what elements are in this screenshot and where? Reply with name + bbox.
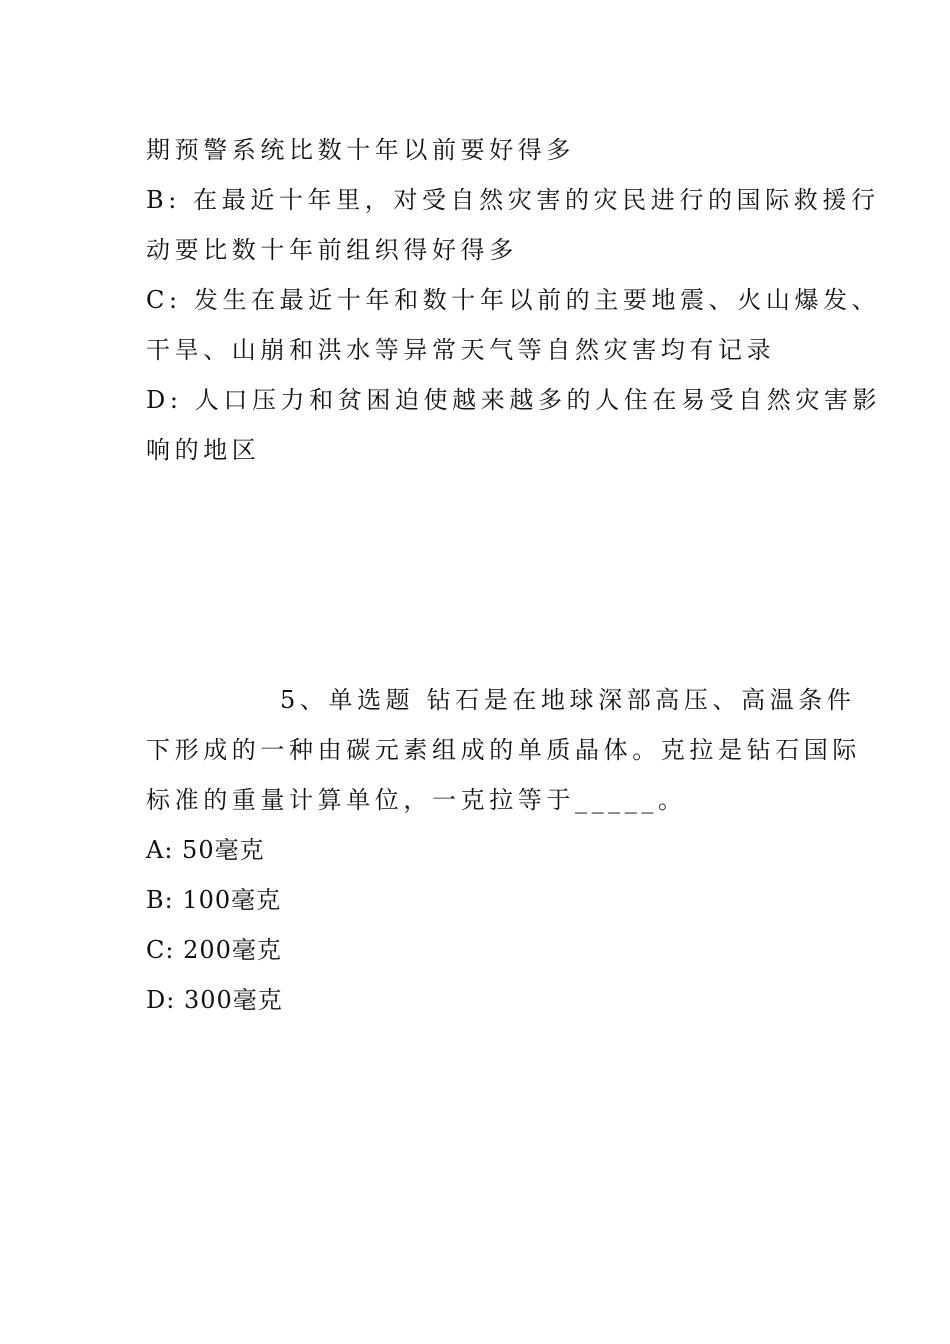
q5-stem-line1: 5、单选题 钻石是在地球深部高压、高温条件: [280, 686, 856, 714]
q5-stem-line3: 标准的重量计算单位，一克拉等于_____。: [146, 786, 687, 814]
q5-stem-line2: 下形成的一种由碳元素组成的单质晶体。克拉是钻石国际: [146, 736, 861, 764]
q4-option-b-line2: 动要比数十年前组织得好得多: [146, 236, 518, 264]
q5-option-d: D: 300毫克: [146, 986, 283, 1014]
q5-option-b: B: 100毫克: [146, 886, 282, 914]
q4-option-a-continuation: 期预警系统比数十年以前要好得多: [146, 136, 575, 164]
q4-option-c-line1: C: 发生在最近十年和数十年以前的主要地震、火山爆发、: [146, 286, 881, 314]
q5-option-a: A: 50毫克: [146, 836, 265, 864]
q4-option-c-line2: 干旱、山崩和洪水等异常天气等自然灾害均有记录: [146, 336, 776, 364]
q4-option-b-line1: B: 在最近十年里，对受自然灾害的灾民进行的国际救援行: [146, 186, 880, 214]
q5-option-c: C: 200毫克: [146, 936, 282, 964]
q4-option-d-line1: D: 人口压力和贫困迫使越来越多的人住在易受自然灾害影: [146, 386, 882, 414]
q4-option-d-line2: 响的地区: [146, 436, 261, 464]
